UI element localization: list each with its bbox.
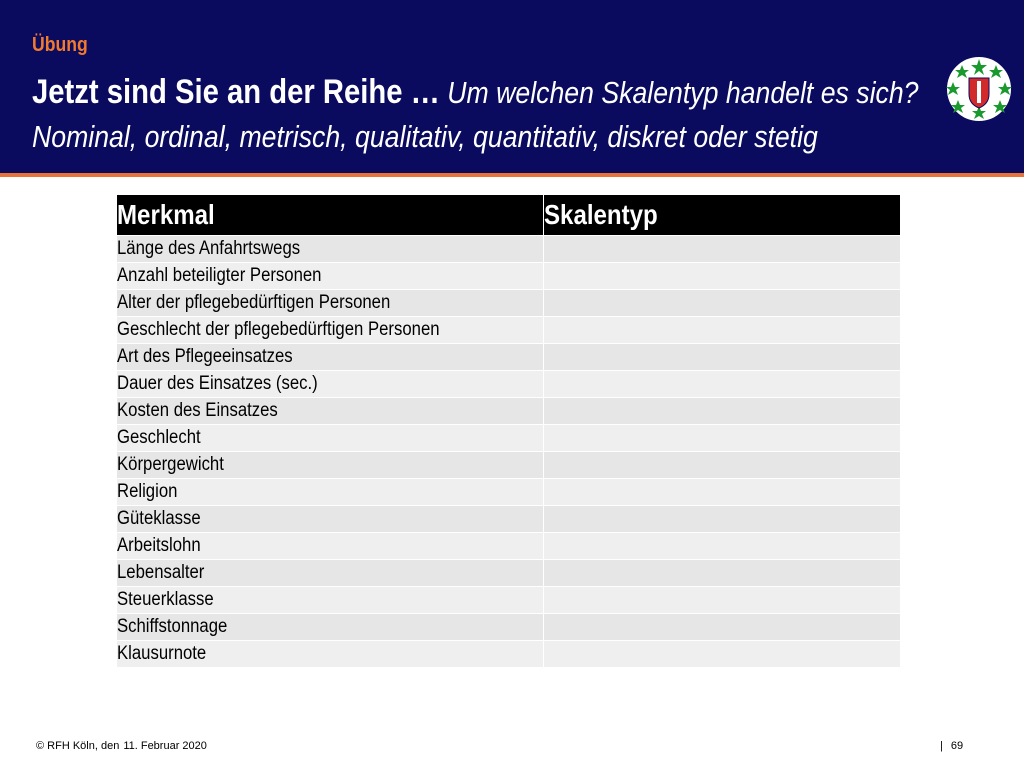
merkmal-cell: [117, 398, 544, 425]
skalentyp-cell: [544, 479, 901, 506]
skalentyp-cell: [544, 263, 901, 290]
table-row: [117, 533, 901, 560]
merkmal-label: Art des Pflegeeinsatzes: [117, 346, 293, 367]
skalentyp-cell: [544, 614, 901, 641]
table-row: [117, 560, 901, 587]
skalentyp-cell: [544, 587, 901, 614]
slide-title-bold: Jetzt sind Sie an der Reihe …: [32, 73, 440, 111]
merkmal-label: Alter der pflegebedürftigen Personen: [117, 292, 391, 313]
header-accent-rule: [0, 173, 1024, 177]
merkmal-cell: [117, 236, 544, 263]
merkmal-cell: [117, 479, 544, 506]
column-header-label: Merkmal: [117, 199, 215, 230]
column-header-merkmal: [117, 195, 544, 236]
page-number: 69: [950, 740, 964, 752]
footer-left: [36, 740, 207, 752]
merkmal-cell: [117, 452, 544, 479]
column-header-skalentyp: [544, 195, 901, 236]
merkmal-table: [116, 194, 901, 668]
skalentyp-cell: [544, 344, 901, 371]
merkmal-label: Steuerklasse: [117, 589, 214, 610]
merkmal-cell: [117, 587, 544, 614]
table-row: [117, 398, 901, 425]
skalentyp-cell: [544, 398, 901, 425]
table-row: [117, 506, 901, 533]
merkmal-label: Geschlecht der pflegebedürftigen Personen: [117, 319, 440, 340]
table-row: [117, 344, 901, 371]
column-header-label: Skalentyp: [544, 199, 658, 230]
merkmal-cell: [117, 371, 544, 398]
footer-right: [940, 740, 963, 752]
slide-title: [32, 70, 935, 159]
merkmal-label: Religion: [117, 481, 178, 502]
merkmal-cell: [117, 317, 544, 344]
table-row: [117, 425, 901, 452]
skalentyp-cell: [544, 506, 901, 533]
skalentyp-cell: [544, 641, 901, 668]
table-row: [117, 317, 901, 344]
table-row: [117, 587, 901, 614]
slide-kicker: Übung: [32, 34, 88, 56]
footer-date: 11. Februar 2020: [123, 740, 207, 752]
slide-title-italic: Um welchen Skalentyp handelt es sich? Nominal, ordinal, metrisch, qualitativ, quantitativ, diskret oder stetig: [32, 75, 919, 154]
table-row: [117, 641, 901, 668]
eu-star-circle-logo-icon: [944, 54, 1014, 124]
merkmal-label: Länge des Anfahrtswegs: [117, 238, 301, 259]
skalentyp-cell: [544, 425, 901, 452]
skalentyp-cell: [544, 452, 901, 479]
merkmal-label: Anzahl beteiligter Personen: [117, 265, 322, 286]
merkmal-cell: [117, 533, 544, 560]
table-row: [117, 452, 901, 479]
table-row: [117, 236, 901, 263]
merkmal-label: Dauer des Einsatzes (sec.): [117, 373, 318, 394]
skalentyp-cell: [544, 371, 901, 398]
table-row: [117, 479, 901, 506]
merkmal-cell: [117, 425, 544, 452]
footer-copyright: © RFH Köln, den: [36, 740, 120, 752]
table-row: [117, 614, 901, 641]
skalentyp-cell: [544, 317, 901, 344]
merkmal-label: Schiffstonnage: [117, 616, 228, 637]
table-row: [117, 263, 901, 290]
merkmal-cell: [117, 614, 544, 641]
merkmal-cell: [117, 263, 544, 290]
merkmal-cell: [117, 344, 544, 371]
merkmal-label: Kosten des Einsatzes: [117, 400, 278, 421]
skalentyp-cell: [544, 236, 901, 263]
merkmal-label: Güteklasse: [117, 508, 201, 529]
skalentyp-cell: [544, 560, 901, 587]
merkmal-label: Klausurnote: [117, 643, 207, 664]
merkmal-label: Geschlecht: [117, 427, 201, 448]
merkmal-cell: [117, 290, 544, 317]
skalentyp-cell: [544, 290, 901, 317]
table-row: [117, 371, 901, 398]
merkmal-label: Körpergewicht: [117, 454, 224, 475]
table-header-row: [117, 195, 901, 236]
merkmal-label: Lebensalter: [117, 562, 205, 583]
footer-separator: |: [940, 740, 943, 752]
merkmal-label: Arbeitslohn: [117, 535, 201, 556]
merkmal-cell: [117, 641, 544, 668]
skalentyp-cell: [544, 533, 901, 560]
table-row: [117, 290, 901, 317]
merkmal-cell: [117, 506, 544, 533]
merkmal-cell: [117, 560, 544, 587]
